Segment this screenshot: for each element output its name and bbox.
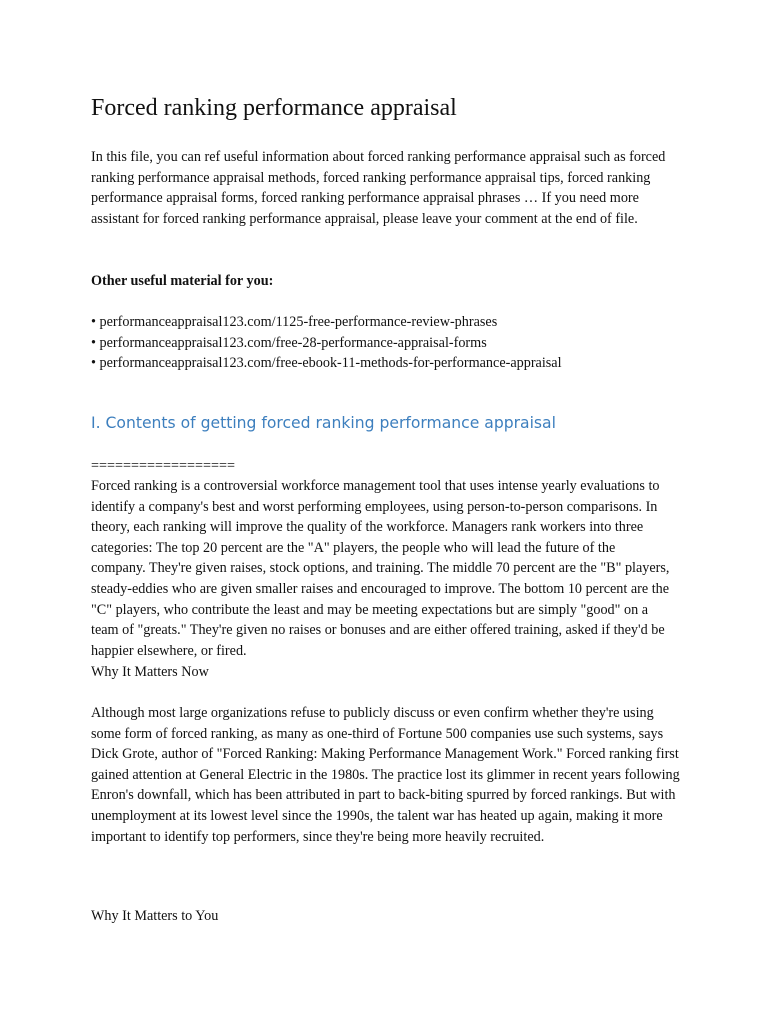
useful-links-list — [91, 312, 562, 374]
useful-link[interactable]: • performanceappraisal123.com/1125-free-performance-review-phrases — [91, 314, 498, 330]
text-divider: ================== — [91, 458, 236, 474]
section-heading: I. Contents of getting forced ranking performance appraisal — [91, 414, 556, 432]
subheading-why-it-matters-to-you: Why It Matters to You — [91, 908, 219, 924]
useful-link[interactable]: • performanceappraisal123.com/free-ebook-11-methods-for-performance-appraisal — [91, 355, 562, 372]
body-paragraph-why-now: Although most large organizations refuse to publicly discuss or even confirm whether they're using some form of forced ranking, as many as one-third of Fortune 500 companies use such systems, says Dick Grote, author of "Forced Ranking: Making Performance Management Work." Forced ranking first gained attention at General Electric in the 1980s. The practice lost its glimmer in recent years following Enron's downfall, which has been attributed in part to back-biting spurred by forced rankings. But with unemployment at its lowest level since the 1990s, the talent war has heated up again, making it more important to identify top performers, since they're being more heavily recruited. — [91, 705, 680, 845]
subheading-why-it-matters-now: Why It Matters Now — [91, 664, 209, 680]
useful-material-heading: Other useful material for you: — [91, 273, 274, 289]
intro-paragraph: In this file, you can ref useful information about forced ranking performance appraisal such as forced ranking performance appraisal methods, forced ranking performance appraisal tips, forced ranking performance appraisal forms, forced ranking performance appraisal phrases … If you need more assistant for forced ranking performance appraisal, please leave your comment at the end of file. — [91, 149, 666, 227]
useful-link[interactable]: • performanceappraisal123.com/free-28-performance-appraisal-forms — [91, 334, 487, 351]
body-paragraph-forced-ranking: Forced ranking is a controversial workforce management tool that uses intense yearly evaluations to identify a company's best and worst performing employees, using person-to-person comparisons. In theory, each ranking will improve the quality of the workforce. Managers rank workers into three categories: The top 20 percent are the "A" players, the people who will lead the future of the company. They're given raises, stock options, and training. The middle 70 percent are the "B" players, steady-eddies who are given smaller raises and encouraged to improve. The bottom 10 percent are the "C" players, who contribute the least and may be meeting expectations but are simply "good" on a team of "greats." They're given no raises or bonuses and are either offered training, asked if they'd be happier elsewhere, or fired. — [91, 478, 670, 659]
document-title: Forced ranking performance appraisal — [91, 95, 457, 121]
